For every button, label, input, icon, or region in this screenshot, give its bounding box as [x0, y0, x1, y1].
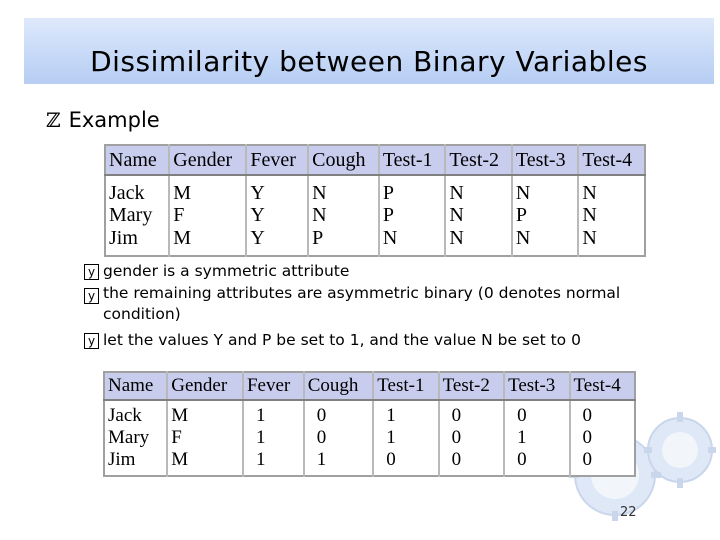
table-row [104, 449, 635, 476]
table-cell: P [379, 204, 446, 226]
table-cell: N [512, 227, 579, 256]
table-row [105, 227, 645, 256]
table-cell: Y [246, 227, 308, 256]
section-bullet [46, 108, 160, 132]
table-cell: N [512, 175, 579, 204]
table-cell: Y [246, 175, 308, 204]
attribute-table-numbers [103, 371, 636, 477]
header-test-3: Test-3 [512, 145, 579, 175]
y-bullet-icon: y [84, 264, 99, 280]
header-fever: Fever [243, 372, 304, 400]
list-item [84, 328, 684, 352]
y-bullet-icon: y [84, 333, 99, 349]
table-row [105, 175, 645, 204]
table-cell: Jack [104, 400, 167, 427]
table-cell: 0 [582, 448, 592, 470]
table-cell: P [512, 204, 579, 226]
table-cell: 1 [243, 427, 304, 449]
header-gender: Gender [167, 372, 243, 400]
table-cell: Mary [105, 204, 169, 226]
table-cell: 0 [304, 427, 374, 449]
table-cell: N [582, 204, 597, 227]
table-cell: 1 [504, 427, 569, 449]
table-cell: 1 [373, 400, 438, 427]
list-item [84, 259, 684, 283]
header-test-1: Test-1 [373, 372, 438, 400]
table-cell: 1 [304, 449, 374, 476]
table-cell: 0 [582, 426, 592, 448]
slide-title: Dissimilarity between Binary Variables [90, 44, 648, 78]
table-cell: M [167, 400, 243, 427]
table-cell: P [379, 175, 446, 204]
header-name: Name [105, 145, 169, 175]
table-cell: 0 [439, 427, 504, 449]
table-cell: N [379, 227, 446, 256]
table-cell: 0 [504, 449, 569, 476]
z-bullet-icon: ℤ [46, 108, 61, 132]
y-bullet-icon: y [84, 288, 99, 304]
table-cell: N [445, 227, 512, 256]
attribute-table-letters [104, 144, 646, 257]
table-row [105, 204, 645, 226]
header-cough: Cough [304, 372, 374, 400]
table-cell: 0 [504, 400, 569, 427]
bullet-list [84, 259, 684, 352]
header-test-1: Test-1 [379, 145, 446, 175]
table-cell: Jack [105, 175, 169, 204]
bullet-text: gender is a symmetric attribute [103, 262, 350, 280]
table-cell: 0 [304, 400, 374, 427]
header-fever: Fever [246, 145, 308, 175]
table-cell: 0 [582, 405, 592, 426]
table-cell: N [445, 175, 512, 204]
header-test-4: Test-4 [570, 372, 636, 400]
table-cell: 0 [439, 400, 504, 427]
table-cell: P [308, 227, 379, 256]
section-label: Example [68, 108, 160, 132]
table-cell: F [167, 427, 243, 449]
table-cell: Jim [104, 449, 167, 476]
header-cough: Cough [308, 145, 379, 175]
table-cell: M [169, 175, 246, 204]
table-cell: M [167, 449, 243, 476]
header-test-4: Test-4 [578, 145, 645, 175]
bullet-text: the remaining attributes are asymmetric binary (0 denotes normal condition) [103, 284, 621, 323]
table-header-row [104, 372, 635, 400]
table-cell: N [308, 204, 379, 226]
table-cell: Mary [104, 427, 167, 449]
table-cell: 0 [373, 449, 438, 476]
bullet-text: let the values Y and P be set to 1, and the value N be set to 0 [103, 331, 581, 349]
table-cell: N [582, 182, 597, 204]
table-cell: 0 [439, 449, 504, 476]
header-name: Name [104, 372, 167, 400]
table-cell: F [169, 204, 246, 226]
table-header-row [105, 145, 645, 175]
header-test-3: Test-3 [504, 372, 569, 400]
table-cell: 1 [373, 427, 438, 449]
table-cell: N [308, 175, 379, 204]
header-gender: Gender [169, 145, 246, 175]
table-cell: Jim [105, 227, 169, 256]
page-number: 22 [620, 505, 637, 520]
table-row [104, 427, 635, 449]
table-cell: 1 [243, 400, 304, 427]
table-cell: M [169, 227, 246, 256]
table-cell: N [582, 226, 597, 249]
table-cell: N [445, 204, 512, 226]
list-item [84, 283, 684, 325]
table-cell: Y [246, 204, 308, 226]
header-test-2: Test-2 [439, 372, 504, 400]
table-row [104, 400, 635, 427]
title-bar [24, 18, 714, 84]
header-test-2: Test-2 [445, 145, 512, 175]
table-cell: 1 [243, 449, 304, 476]
